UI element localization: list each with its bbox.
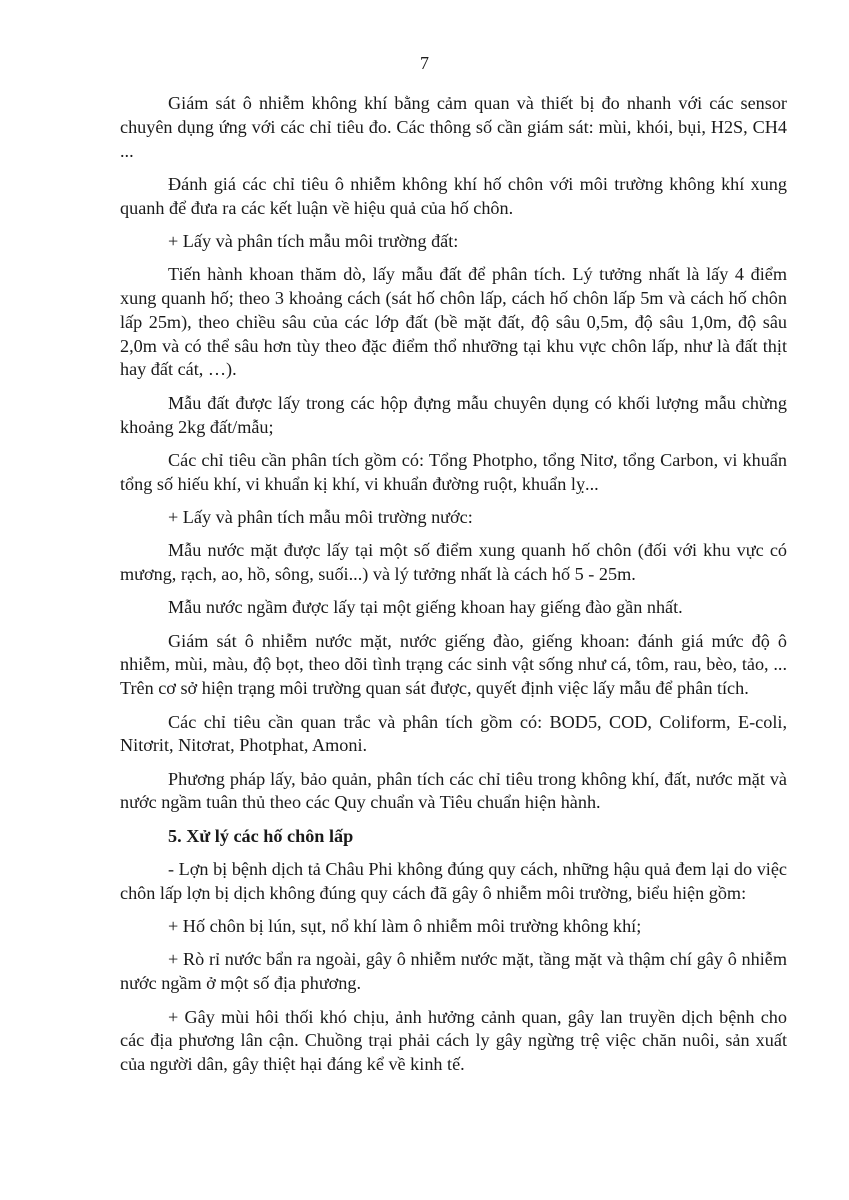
paragraph-surface-water: Mẫu nước mặt được lấy tại một số điểm xung quanh hố chôn (đối với khu vực có mương, rạch, ao, hồ, sông, suối...) và lý tưởng nhất là cách hố 5 - 25m. [120,540,787,585]
paragraph-water-sampling-title: + Lấy và phân tích mẫu môi trường nước: [168,506,473,527]
paragraph-air-evaluation: Đánh giá các chỉ tiêu ô nhiễm không khí hố chôn với môi trường không khí xung quanh để đưa ra các kết luận về hiệu quả của hố chôn. [120,173,787,218]
paragraph-water-indicators: Các chỉ tiêu cần quan trắc và phân tích gồm có: BOD5, COD, Coliform, E-coli, Nitơrit, Nitơrat, Photphat, Amoni. [120,711,787,756]
paragraph-odor: + Gây mùi hôi thối khó chịu, ảnh hưởng cảnh quan, gây lan truyền dịch bệnh cho các địa phương lân cận. Chuồng trại phải cách ly gây ngừng trệ việc chăn nuôi, sản xuất của người dân, gây thiệt hại đáng kể về kinh tế. [120,1006,787,1075]
paragraph-soil-container: Mẫu đất được lấy trong các hộp đựng mẫu chuyên dụng có khối lượng mẫu chừng khoảng 2kg đất/mẫu; [120,392,787,437]
paragraph-soil-drilling: Tiến hành khoan thăm dò, lấy mẫu đất để phân tích. Lý tưởng nhất là lấy 4 điểm xung quanh hố; theo 3 khoảng cách (sát hố chôn lấp, cách hố chôn lấp 5m và cách hố chôn lấp 25m), theo chiều sâu của các lớp đất (bề mặt đất, độ sâu 0,5m, độ sâu 1,0m, độ sâu 2,0m và có thể sâu hơn tùy theo đặc điểm thổ nhưỡng tại khu vực chôn lấp, như là đất thịt hay đất cát, …). [120,264,787,380]
document-body [120,92,787,1086]
paragraph-water-monitoring: Giám sát ô nhiễm nước mặt, nước giếng đào, giếng khoan: đánh giá mức độ ô nhiễm, mùi, màu, độ bọt, theo dõi tình trạng các sinh vật sống như cá, tôm, rau, bèo, tảo, ... Trên cơ sở hiện trạng môi trường quan sát được, quyết định việc lấy mẫu để phân tích. [120,630,787,699]
paragraph-soil-indicators: Các chỉ tiêu cần phân tích gồm có: Tổng Photpho, tổng Nitơ, tổng Carbon, vi khuẩn tổng số hiếu khí, vi khuẩn kị khí, vi khuẩn đường ruột, khuẩn lỵ... [120,449,787,494]
paragraph-leakage: + Rò rỉ nước bẩn ra ngoài, gây ô nhiễm nước mặt, tầng mặt và thậm chí gây ô nhiễm nước ngầm ở một số địa phương. [120,949,787,994]
paragraph-consequences: - Lợn bị bệnh dịch tả Châu Phi không đúng quy cách, những hậu quả đem lại do việc chôn lấp lợn bị dịch không đúng quy cách đã gây ô nhiễm môi trường, biểu hiện gồm: [120,859,787,903]
paragraph-air-monitoring: Giám sát ô nhiễm không khí bằng cảm quan và thiết bị đo nhanh với các sensor chuyên dụng ứng với các chỉ tiêu đo. Các thông số cần giám sát: mùi, khói, bụi, H2S, CH4 ... [120,93,787,161]
paragraph-subsidence: + Hố chôn bị lún, sụt, nổ khí làm ô nhiễm môi trường không khí; [168,916,642,937]
paragraph-groundwater: Mẫu nước ngầm được lấy tại một giếng khoan hay giếng đào gần nhất. [168,597,683,618]
page-number: 7 [420,53,429,73]
paragraph-soil-sampling-title: + Lấy và phân tích mẫu môi trường đất: [168,230,459,251]
paragraph-methods: Phương pháp lấy, bảo quản, phân tích các chỉ tiêu trong không khí, đất, nước mặt và nước ngầm tuân thủ theo các Quy chuẩn và Tiêu chuẩn hiện hành. [120,768,787,813]
section-heading: 5. Xử lý các hố chôn lấp [168,825,354,846]
